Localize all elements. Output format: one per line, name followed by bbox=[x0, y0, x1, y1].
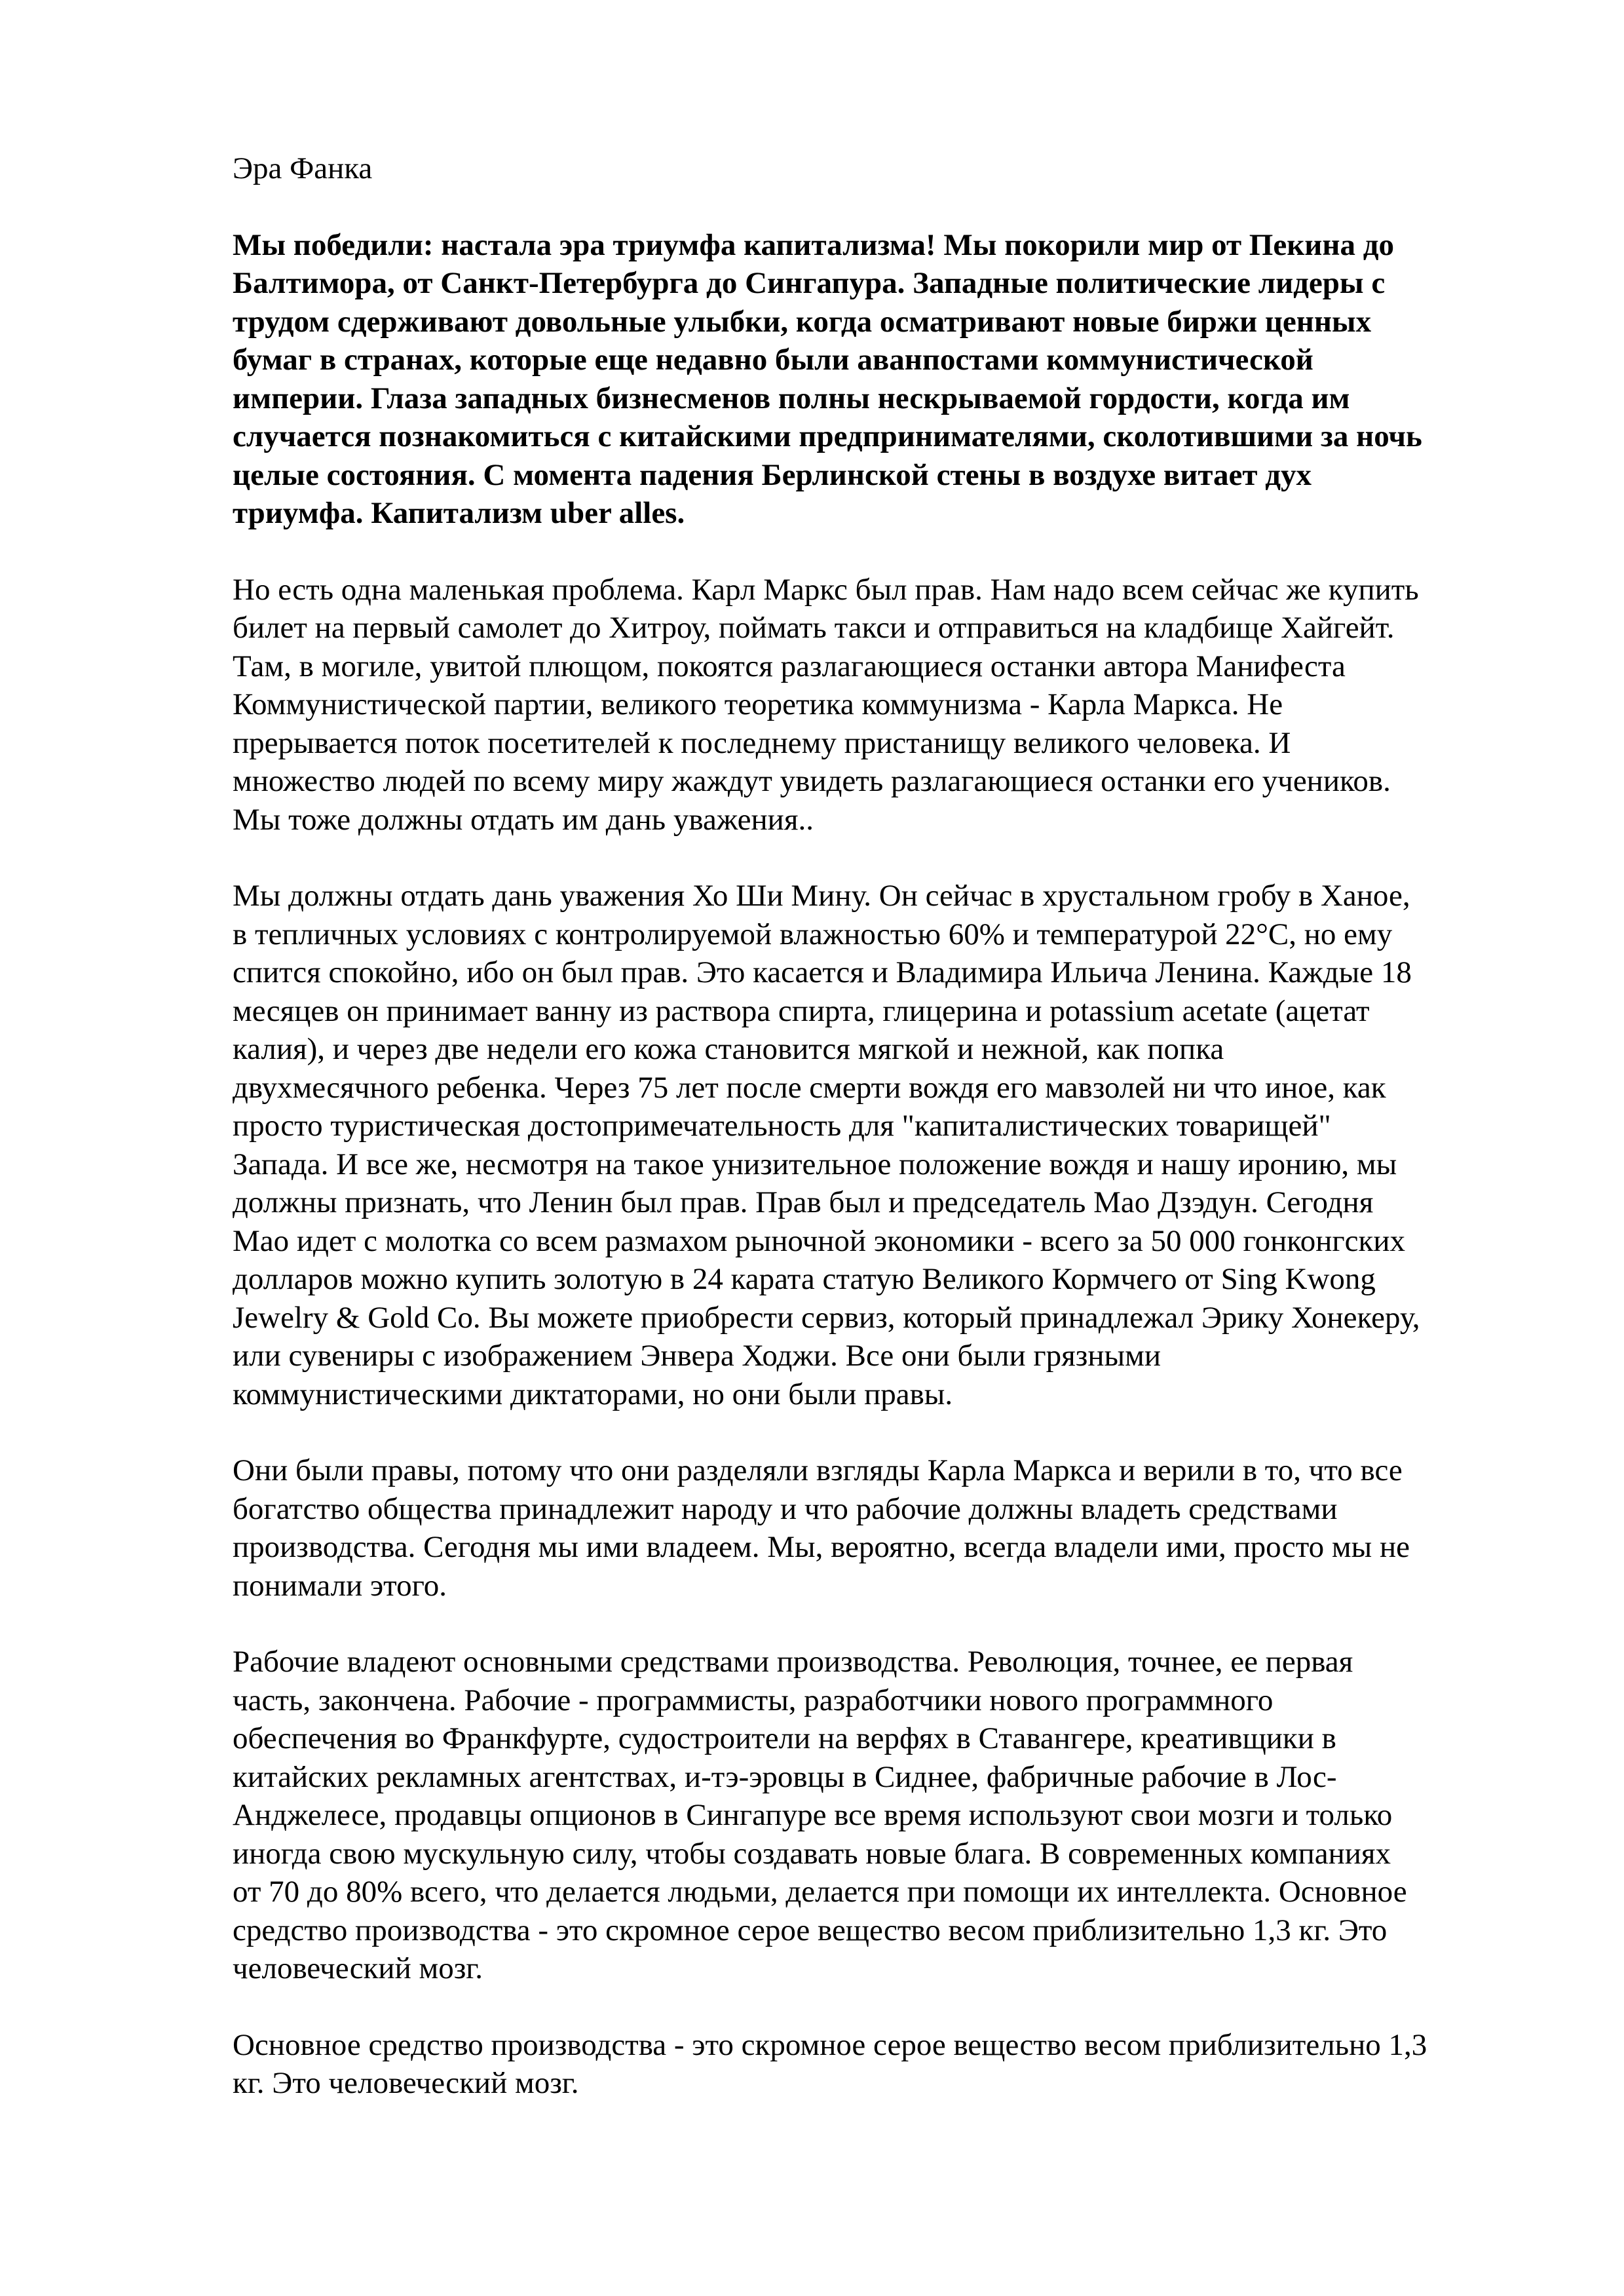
text-line: Анджелесе, продавцы опционов в Сингапуре все время используют свои мозги и только bbox=[233, 1798, 1393, 1832]
text-line: иногда свою мускульную силу, чтобы создавать новые блага. В современных компаниях bbox=[233, 1836, 1391, 1871]
paragraph-workers bbox=[233, 1643, 1510, 1988]
text-line: Мы победили: настала эра триумфа капитализма! Мы покорили мир от Пекина до bbox=[233, 227, 1394, 262]
text-line: множество людей по всему миру жаждут увидеть разлагающиеся останки его учеников. bbox=[233, 764, 1391, 798]
text-line: случается познакомиться с китайскими предпринимателями, сколотившими за ночь bbox=[233, 419, 1422, 453]
text-line: Мы тоже должны отдать им дань уважения.. bbox=[233, 802, 814, 837]
text-line: просто туристическая достопримечательность для "капиталистических товарищей" bbox=[233, 1109, 1331, 1143]
text-line: долларов можно купить золотую в 24 карата статую Великого Кормчего от Sing Kwong bbox=[233, 1262, 1376, 1296]
text-line: в тепличных условиях с контролируемой влажностью 60% и температурой 22°С, но ему bbox=[233, 917, 1393, 951]
text-line: империи. Глаза западных бизнесменов полны нескрываемой гордости, когда им bbox=[233, 381, 1350, 415]
paragraph-brain bbox=[233, 2026, 1510, 2103]
text-line: Jewelry & Gold Co. Вы можете приобрести сервиз, который принадлежал Эрику Хонекеру, bbox=[233, 1300, 1420, 1335]
text-line: бумаг в странах, которые еще недавно были аванпостами коммунистической bbox=[233, 343, 1313, 377]
text-line: производства. Сегодня мы ими владеем. Мы, вероятно, всегда владели ими, просто мы не bbox=[233, 1530, 1410, 1564]
text-line: обеспечения во Франкфурте, судостроители на верфях в Ставангере, креативщики в bbox=[233, 1721, 1336, 1755]
text-line: целые состояния. С момента падения Берлинской стены в воздухе витает дух bbox=[233, 457, 1312, 492]
text-line: трудом сдерживают довольные улыбки, когда осматривают новые биржи ценных bbox=[233, 304, 1372, 339]
text-line: двухмесячного ребенка. Через 75 лет после смерти вождя его мавзолей ни что иное, как bbox=[233, 1070, 1386, 1105]
text-line: Но есть одна маленькая проблема. Карл Маркс был прав. Нам надо всем сейчас же купить bbox=[233, 572, 1419, 607]
text-line: должны признать, что Ленин был прав. Прав был и председатель Мао Дзэдун. Сегодня bbox=[233, 1185, 1374, 1219]
text-line: Мы должны отдать дань уважения Хо Ши Мину. Он сейчас в хрустальном гробу в Ханое, bbox=[233, 879, 1410, 913]
text-line: спится спокойно, ибо он был прав. Это касается и Владимира Ильича Ленина. Каждые 18 bbox=[233, 955, 1412, 989]
text-line: месяцев он принимает ванну из раствора спирта, глицерина и potassium acetate (ацетат bbox=[233, 993, 1370, 1028]
text-line: билет на первый самолет до Хитроу, поймать такси и отправиться на кладбище Хайгейт. bbox=[233, 611, 1395, 645]
text-line: калия), и через две недели его кожа становится мягкой и нежной, как попка bbox=[233, 1032, 1224, 1066]
text-line: часть, закончена. Рабочие - программисты, разработчики нового программного bbox=[233, 1683, 1274, 1717]
text-line: китайских рекламных агентствах, и-тэ-эровцы в Сиднее, фабричные рабочие в Лос- bbox=[233, 1759, 1337, 1794]
text-line: триумфа. Капитализм uber alles. bbox=[233, 496, 685, 530]
text-line: прерывается поток посетителей к последнему пристанищу великого человека. И bbox=[233, 725, 1291, 760]
text-line: коммунистическими диктаторами, но они были правы. bbox=[233, 1377, 953, 1411]
document-title: Эра Фанка bbox=[233, 151, 373, 185]
text-line: человеческий мозг. bbox=[233, 1951, 483, 1985]
paragraph-marx bbox=[233, 571, 1510, 839]
document-body bbox=[233, 149, 1510, 2141]
text-line: или сувениры с изображением Энвера Ходжи. Все они были грязными bbox=[233, 1339, 1161, 1373]
text-line: Там, в могиле, увитой плющом, покоятся разлагающиеся останки автора Манифеста bbox=[233, 649, 1346, 683]
text-line: Мао идет с молотка со всем размахом рыночной экономики - всего за 50 000 гонконгских bbox=[233, 1223, 1405, 1258]
text-line: понимали этого. bbox=[233, 1568, 447, 1603]
text-line: богатство общества принадлежит народу и что рабочие должны владеть средствами bbox=[233, 1491, 1338, 1526]
text-line: Они были правы, потому что они разделяли взгляды Карла Маркса и верили в то, что все bbox=[233, 1453, 1403, 1487]
text-line: Балтимора, от Санкт-Петербурга до Сингапура. Западные политические лидеры с bbox=[233, 266, 1386, 300]
text-line: Основное средство производства - это скромное серое вещество весом приблизительно 1,3 bbox=[233, 2027, 1427, 2062]
text-line: Коммунистической партии, великого теоретика коммунизма - Карла Маркса. Не bbox=[233, 687, 1283, 721]
text-line: Рабочие владеют основными средствами производства. Революция, точнее, ее первая bbox=[233, 1645, 1353, 1679]
lead-paragraph bbox=[233, 226, 1510, 533]
text-line: средство производства - это скромное серое вещество весом приблизительно 1,3 кг. Это bbox=[233, 1913, 1388, 1947]
text-line: кг. Это человеческий мозг. bbox=[233, 2066, 579, 2100]
text-line: от 70 до 80% всего, что делается людьми, делается при помощи их интеллекта. Основное bbox=[233, 1875, 1407, 1909]
text-line: Запада. И все же, несмотря на такое унизительное положение вождя и нашу иронию, мы bbox=[233, 1147, 1397, 1181]
paragraph-leaders bbox=[233, 877, 1510, 1413]
paragraph-means-of-production bbox=[233, 1451, 1510, 1605]
